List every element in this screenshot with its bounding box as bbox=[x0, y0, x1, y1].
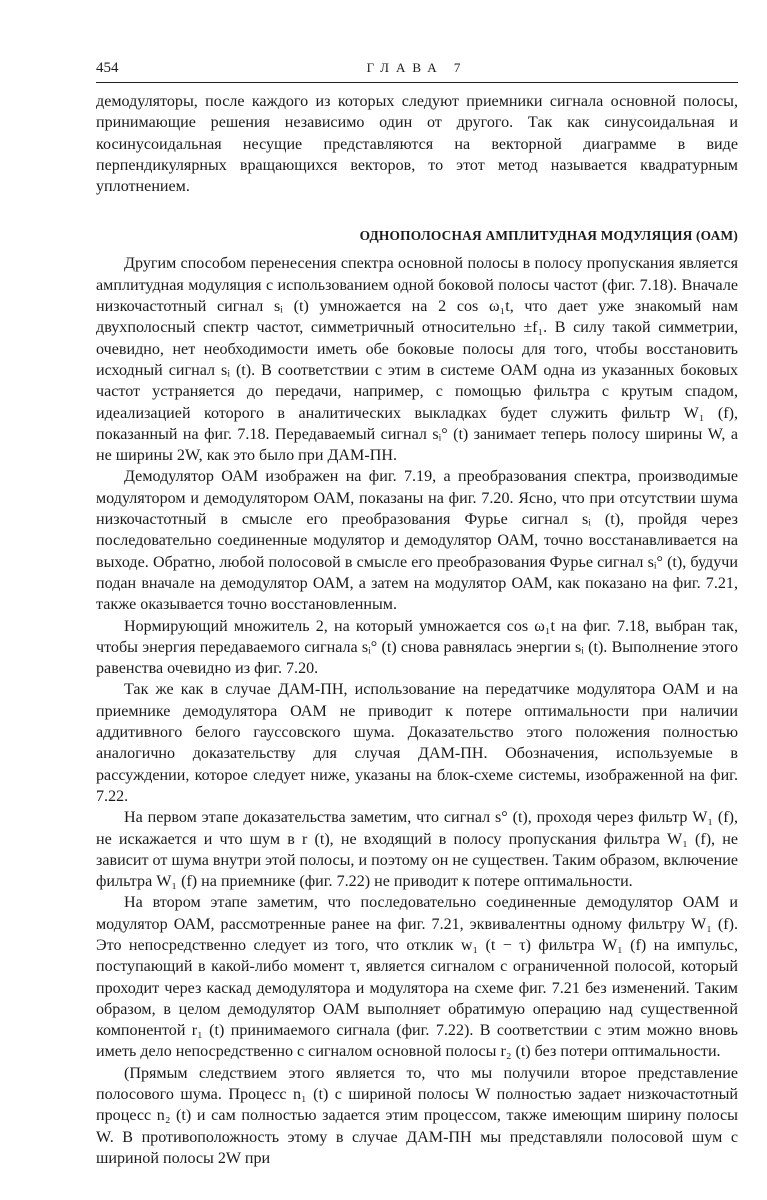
paragraph-demodulator: Демодулятор ОАМ изображен на фиг. 7.19, а преобразования спектра, производимые модулятором и демодулятором ОАМ, показаны на фиг. 7.20. Ясно, что при отсутствии шума низкочастотный в смысле его преобразования Фурье сигнал sᵢ (t), пройдя через последовательно соединенные модулятор и демодулятор ОАМ, точно восстанавливается на выходе. Обратно, любой полосовой в смысле его преобразования Фурье сигнал sᵢ° (t), будучи подан вначале на демодулятор ОАМ, а затем на модулятор ОАМ, как показано на фиг. 7.21, также оказывается точно восстановленным. bbox=[96, 468, 738, 614]
chapter-title: ГЛАВА 7 bbox=[366, 60, 468, 75]
running-head bbox=[96, 58, 738, 83]
book-page bbox=[96, 58, 738, 1169]
paragraph-second-step: На втором этапе заметим, что последовательно соединенные демодулятор ОАМ и модулятор ОАМ, рассмотренные ранее на фиг. 7.21, эквивалентны одному фильтру W₁ (f). Это непосредственно следует из того, что отклик w₁ (t − τ) фильтра W₁ (f) на импульс, поступающий в какой-либо момент τ, является сигналом с ограниченной полосой, который проходит через каскад демодулятора и модулятора на схеме фиг. 7.21 без изменений. Таким образом, в целом демодулятор ОАМ выполняет обратимую операцию над существенной компонентой r₁ (t) принимаемого сигнала (фиг. 7.22). В соответствии с этим можно вновь иметь дело непосредственно с сигналом основной полосы r₂ (t) без потери оптимальности. bbox=[96, 894, 738, 1061]
paragraph-first-step: На первом этапе доказательства заметим, что сигнал s° (t), проходя через фильтр W₁ (f), не искажается и что шум в r (t), не входящий в полосу пропускания фильтра W₁ (f), не зависит от шума внутри этой полосы, и поэтому он не существен. Таким образом, включение фильтра W₁ (f) на приемнике (фиг. 7.22) не приводит к потере оптимальности. bbox=[96, 809, 738, 891]
paragraph-normalizing: Нормирующий множитель 2, на который умножается cos ω₁t на фиг. 7.18, выбран так, чтобы энергия передаваемого сигнала sᵢ° (t) снова равнялась энергии sᵢ (t). Выполнение этого равенства очевидно из фиг. 7.20. bbox=[96, 617, 738, 678]
paragraph-ssb-intro: Другим способом перенесения спектра основной полосы в полосу пропускания является амплитудная модуляция с использованием одной боковой полосы частот (фиг. 7.18). Вначале низкочастотный сигнал sᵢ (t) умножается на 2 cos ω₁t, что дает уже знакомый нам двухполосный спектр частот, симметричный относительно ±f₁. В силу такой симметрии, очевидно, нет необходимости иметь обе боковые полосы для того, чтобы восстановить исходный сигнал sᵢ (t). В соответствии с этим в системе ОАМ одна из указанных боковых частот устраняется до передачи, например, с помощью фильтра с крутым спадом, идеализацией которого в аналитических выкладках будет служить фильтр W₁ (f), показанный на фиг. 7.18. Передаваемый сигнал sᵢ° (t) занимает теперь полосу ширины W, а не ширины 2W, как это было при ДАМ-ПН. bbox=[96, 255, 738, 465]
page-body bbox=[96, 91, 738, 1169]
paragraph-optimality: Так же как в случае ДАМ-ПН, использование на передатчике модулятора ОАМ и на приемнике демодулятора ОАМ не приводит к потере оптимальности при наличии аддитивного белого гауссовского шума. Доказательство этого положения полностью аналогично доказательству для случая ДАМ-ПН. Обозначения, используемые в рассуждении, которое следует ниже, указаны на блок-схеме системы, изображенной на фиг. 7.22. bbox=[96, 681, 738, 805]
page-number: 454 bbox=[96, 60, 119, 76]
section-heading: ОДНОПОЛОСНАЯ АМПЛИТУДНАЯ МОДУЛЯЦИЯ (ОАМ) bbox=[359, 228, 738, 244]
paragraph-continuation: демодуляторы, после каждого из которых следуют приемники сигнала основной полосы, принимающие решения независимо один от другого. Так как синусоидальная и косинусоидальная несущие представляются на векторной диаграмме в виде перпендикулярных вращающихся векторов, то этот метод называется квадратурным уплотнением. bbox=[96, 93, 738, 196]
paragraph-corollary: (Прямым следствием этого является то, что мы получили второе представление полосового шума. Процесс n₁ (t) с шириной полосы W полностью задает низкочастотный процесс n₂ (t) и сам полностью задается этим процессом, также имеющим ширину полосы W. В противоположность этому в случае ДАМ-ПН мы представляли полосовой шум с шириной полосы 2W при bbox=[96, 1064, 738, 1167]
